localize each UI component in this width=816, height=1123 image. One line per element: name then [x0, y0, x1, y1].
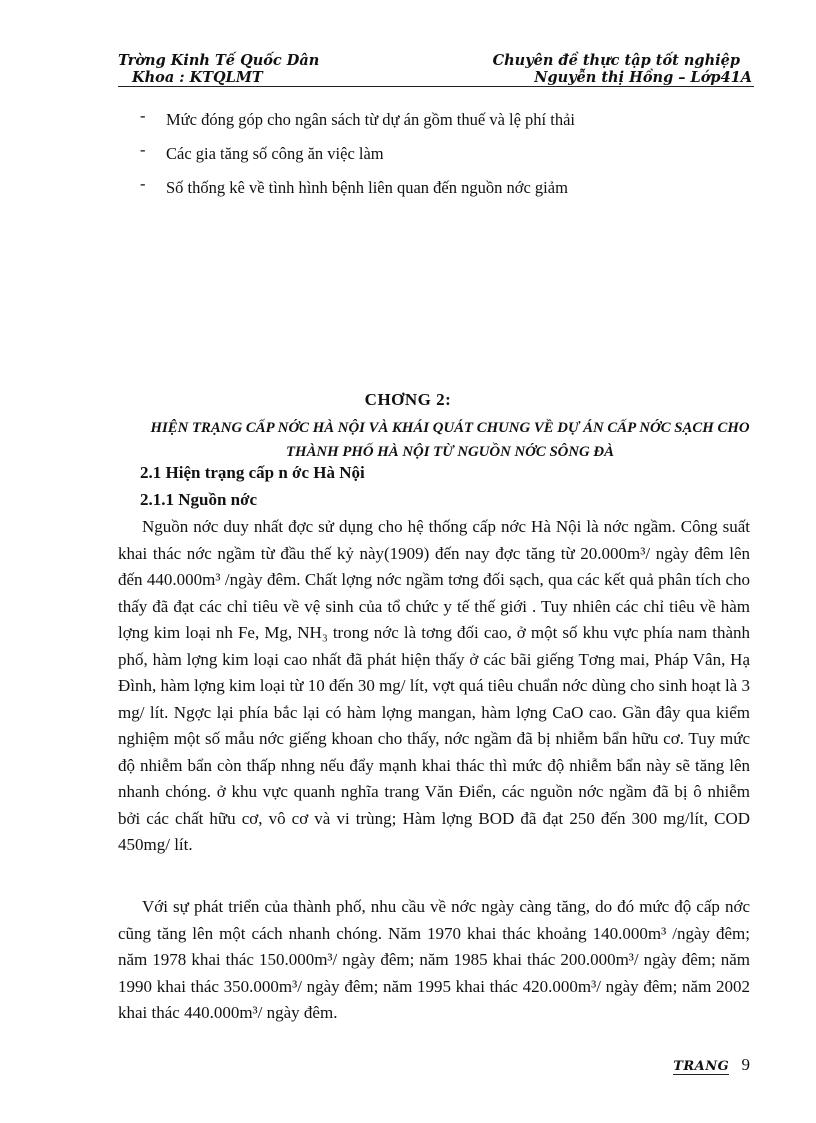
bullet-list — [140, 106, 760, 212]
bullet-mark: - — [140, 174, 146, 193]
body-paragraph: Với sự phát triển của thành phố, nhu cầu về nớc ngày càng tăng, do đó mức độ cấp nớc cũng tăng lên một cách nhanh chóng. Năm 1970 khai thác khoảng 140.000m³ /ngày đêm; năm 1978 khai thác 150.000m³/ ngày đêm; năm 1985 khai thác 200.000m³/ ngày đêm; năm 1990 khai thác 350.000m³/ ngày đêm; năm 1995 khai thác 420.000m³/ ngày đêm; năm 2002 khai thác 440.000m³/ ngày đêm. — [118, 897, 750, 1022]
list-item — [140, 140, 760, 178]
page-number: 9 — [741, 1055, 750, 1074]
page-header — [118, 52, 754, 90]
list-item-text: Mức đóng góp cho ngân sách từ dự án gồm thuế và lệ phí thải — [166, 110, 575, 129]
body-paragraph: Nguồn nớc duy nhất đợc sử dụng cho hệ thống cấp nớc Hà Nội là nớc ngầm. Công suất khai thác nớc ngầm từ đầu thế kỷ này(1909) đến nay đợc tăng từ 20.000m³/ ngày đêm lên đến 440.000m³ /ngày đêm. Chất lợng nớc ngầm tơng đối sạch, qua các kết quả phân tích cho thấy đã đạt các chỉ tiêu về vệ sinh của tổ chức y tế thế giới . Tuy nhiên các chỉ tiêu về hàm lợng kim loại nh Fe, Mg, NH₃ trong nớc là tơng đối cao, ở một số khu vực phía nam thành phố, hàm lợng kim loại cao nhất đã phát hiện thấy ở các bãi giếng Tơng mai, Pháp Vân, Hạ Đình, hàm lợng kim loại từ 10 đến 30 mg/ lít, vợt quá tiêu chuẩn nớc dùng cho sinh hoạt là 3 mg/ lít. Ngợc lại phía bắc lại có hàm lợng mangan, hàm lợng CaO cao. Gần đây qua kiểm nghiệm một số mẫu nớc giếng khoan cho thấy, nớc ngầm đã bị nhiễm bẩn hữu cơ. Tuy mức độ nhiễm bẩn còn thấp nhng nếu đẩy mạnh khai thác thì mức độ nhiễm bẩn này sẽ tăng lên nhanh chóng. ở khu vực quanh nghĩa trang Văn Điển, các nguồn nớc ngầm đã bị ô nhiễm bởi các chất hữu cơ, vô cơ và vi trùng; Hàm lợng BOD đã đạt 250 đến 300 mg/lít, COD 450mg/ lít. — [118, 517, 750, 854]
footer-logo: TRANG — [673, 1059, 730, 1074]
bullet-mark: - — [140, 140, 146, 159]
header-author: Nguyễn thị Hồng – Lớp41A — [534, 69, 752, 86]
page-footer — [673, 1055, 750, 1075]
bullet-mark: - — [140, 106, 146, 125]
subsection-heading: 2.1.1 Nguồn nớc — [140, 490, 258, 509]
list-item — [140, 174, 760, 212]
list-item-text: Số thống kê về tình hình bệnh liên quan đến nguồn nớc giảm — [166, 178, 568, 197]
list-item — [140, 106, 760, 144]
header-school: Trờng Kinh Tế Quốc Dân — [118, 52, 320, 69]
chapter-subtitle: HIỆN TRẠNG CẤP NỚC HÀ NỘI VÀ KHÁI QUÁT CHUNG VỀ DỰ ÁN CẤP NỚC SẠCH CHO THÀNH PHỐ HÀ NỘI TỪ NGUỒN NỚC SÔNG ĐÀ — [150, 420, 750, 460]
header-faculty: Khoa : KTQLMT — [132, 69, 263, 86]
chapter-title: CHƠNG 2: — [364, 390, 452, 409]
section-heading: 2.1 Hiện trạng cấp n ớc Hà Nội — [140, 463, 365, 482]
list-item-text: Các gia tăng số công ăn việc làm — [166, 144, 384, 163]
header-rule — [118, 86, 754, 87]
header-report-title: Chuyên đề thực tập tốt nghiệp — [492, 52, 740, 69]
